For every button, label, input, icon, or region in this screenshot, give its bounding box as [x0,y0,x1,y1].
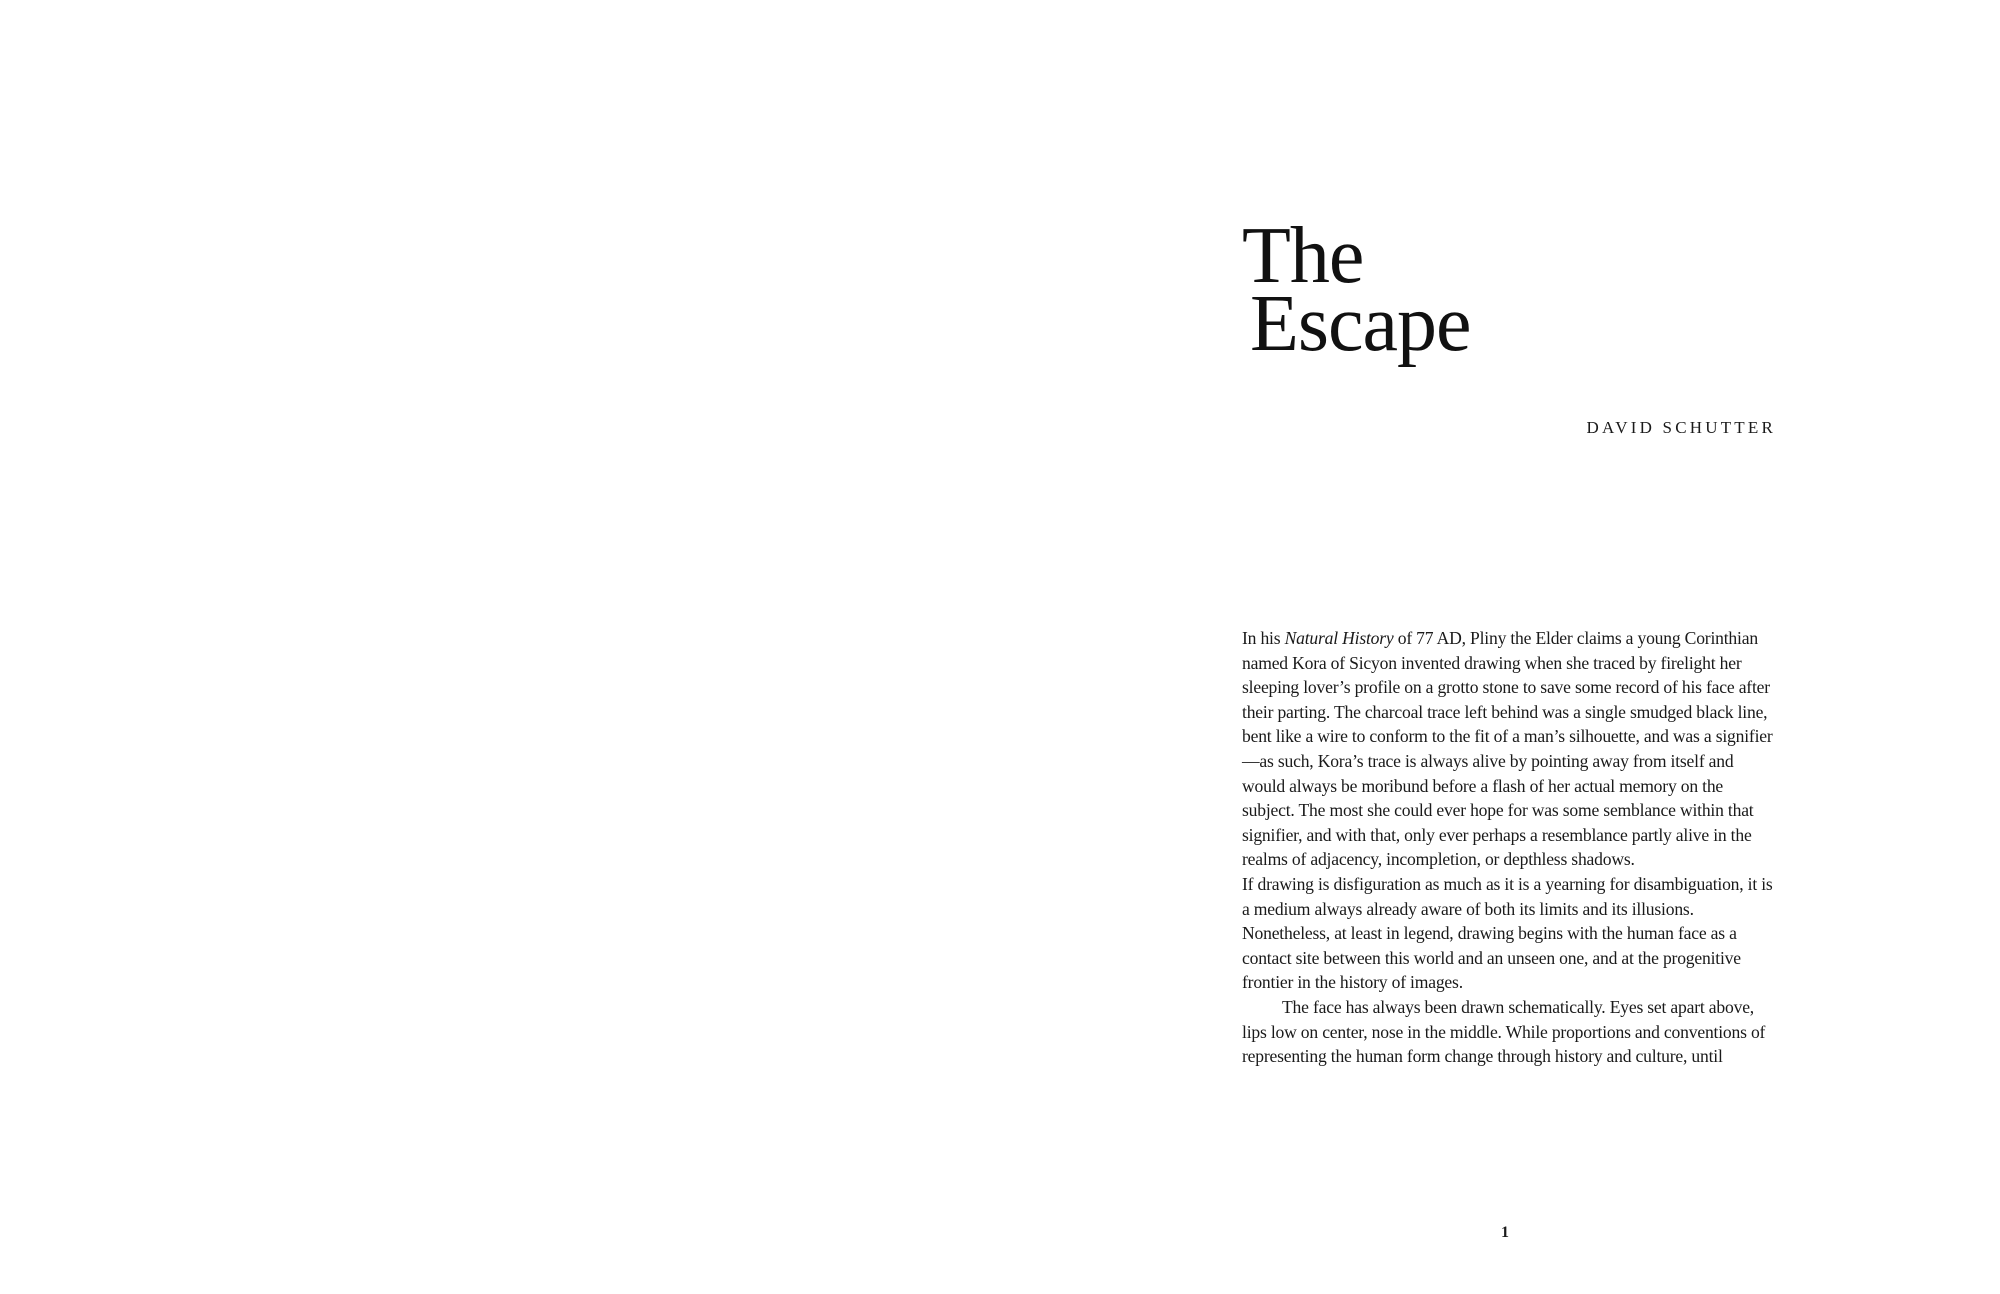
body-text [1242,626,1778,1069]
chapter-title-line-2: Escape [1250,280,1471,368]
paragraph-1 [1242,626,1778,872]
right-page [1000,0,2000,1294]
paragraph-1-start: In his [1242,628,1285,648]
book-title-italic: Natural History [1284,628,1394,648]
page-number: 1 [1501,1224,1509,1241]
paragraph-1-rest: of 77 AD, Pliny the Elder claims a young Corinthian named Kora of Sicyon invented drawing when she traced by firelight her sleeping lover’s profile on a grotto stone to save some record of his face after their parting. The charcoal trace left behind was a single smudged black line, bent like a wire to conform to the fit of a man’s silhouette, and was a signifier—as such, Kora’s trace is always alive by pointing away from itself and would always be moribund before a flash of her actual memory on the subject. The most she could ever hope for was some semblance within that signifier, and with that, only ever perhaps a resemblance partly alive in the realms of adjacency, incompletion, or depthless shadows. [1242,628,1773,870]
chapter-title-line-1: The [1242,212,1364,300]
chapter-title [1242,212,1471,368]
author-name: DAVID SCHUTTER [1586,418,1776,437]
paragraph-3: The face has always been drawn schematically. Eyes set apart above, lips low on center, nose in the middle. While proportions and conventions of representing the human form change through history and culture, until [1242,996,1766,1067]
paragraph-2: If drawing is disfiguration as much as it is a yearning for disambiguation, it is a medium always already aware of both its limits and its illusions. Nonetheless, at least in legend, drawing begins with the human face as a contact site between this world and an unseen one, and at the progenitive frontier in the history of images. [1242,873,1773,993]
